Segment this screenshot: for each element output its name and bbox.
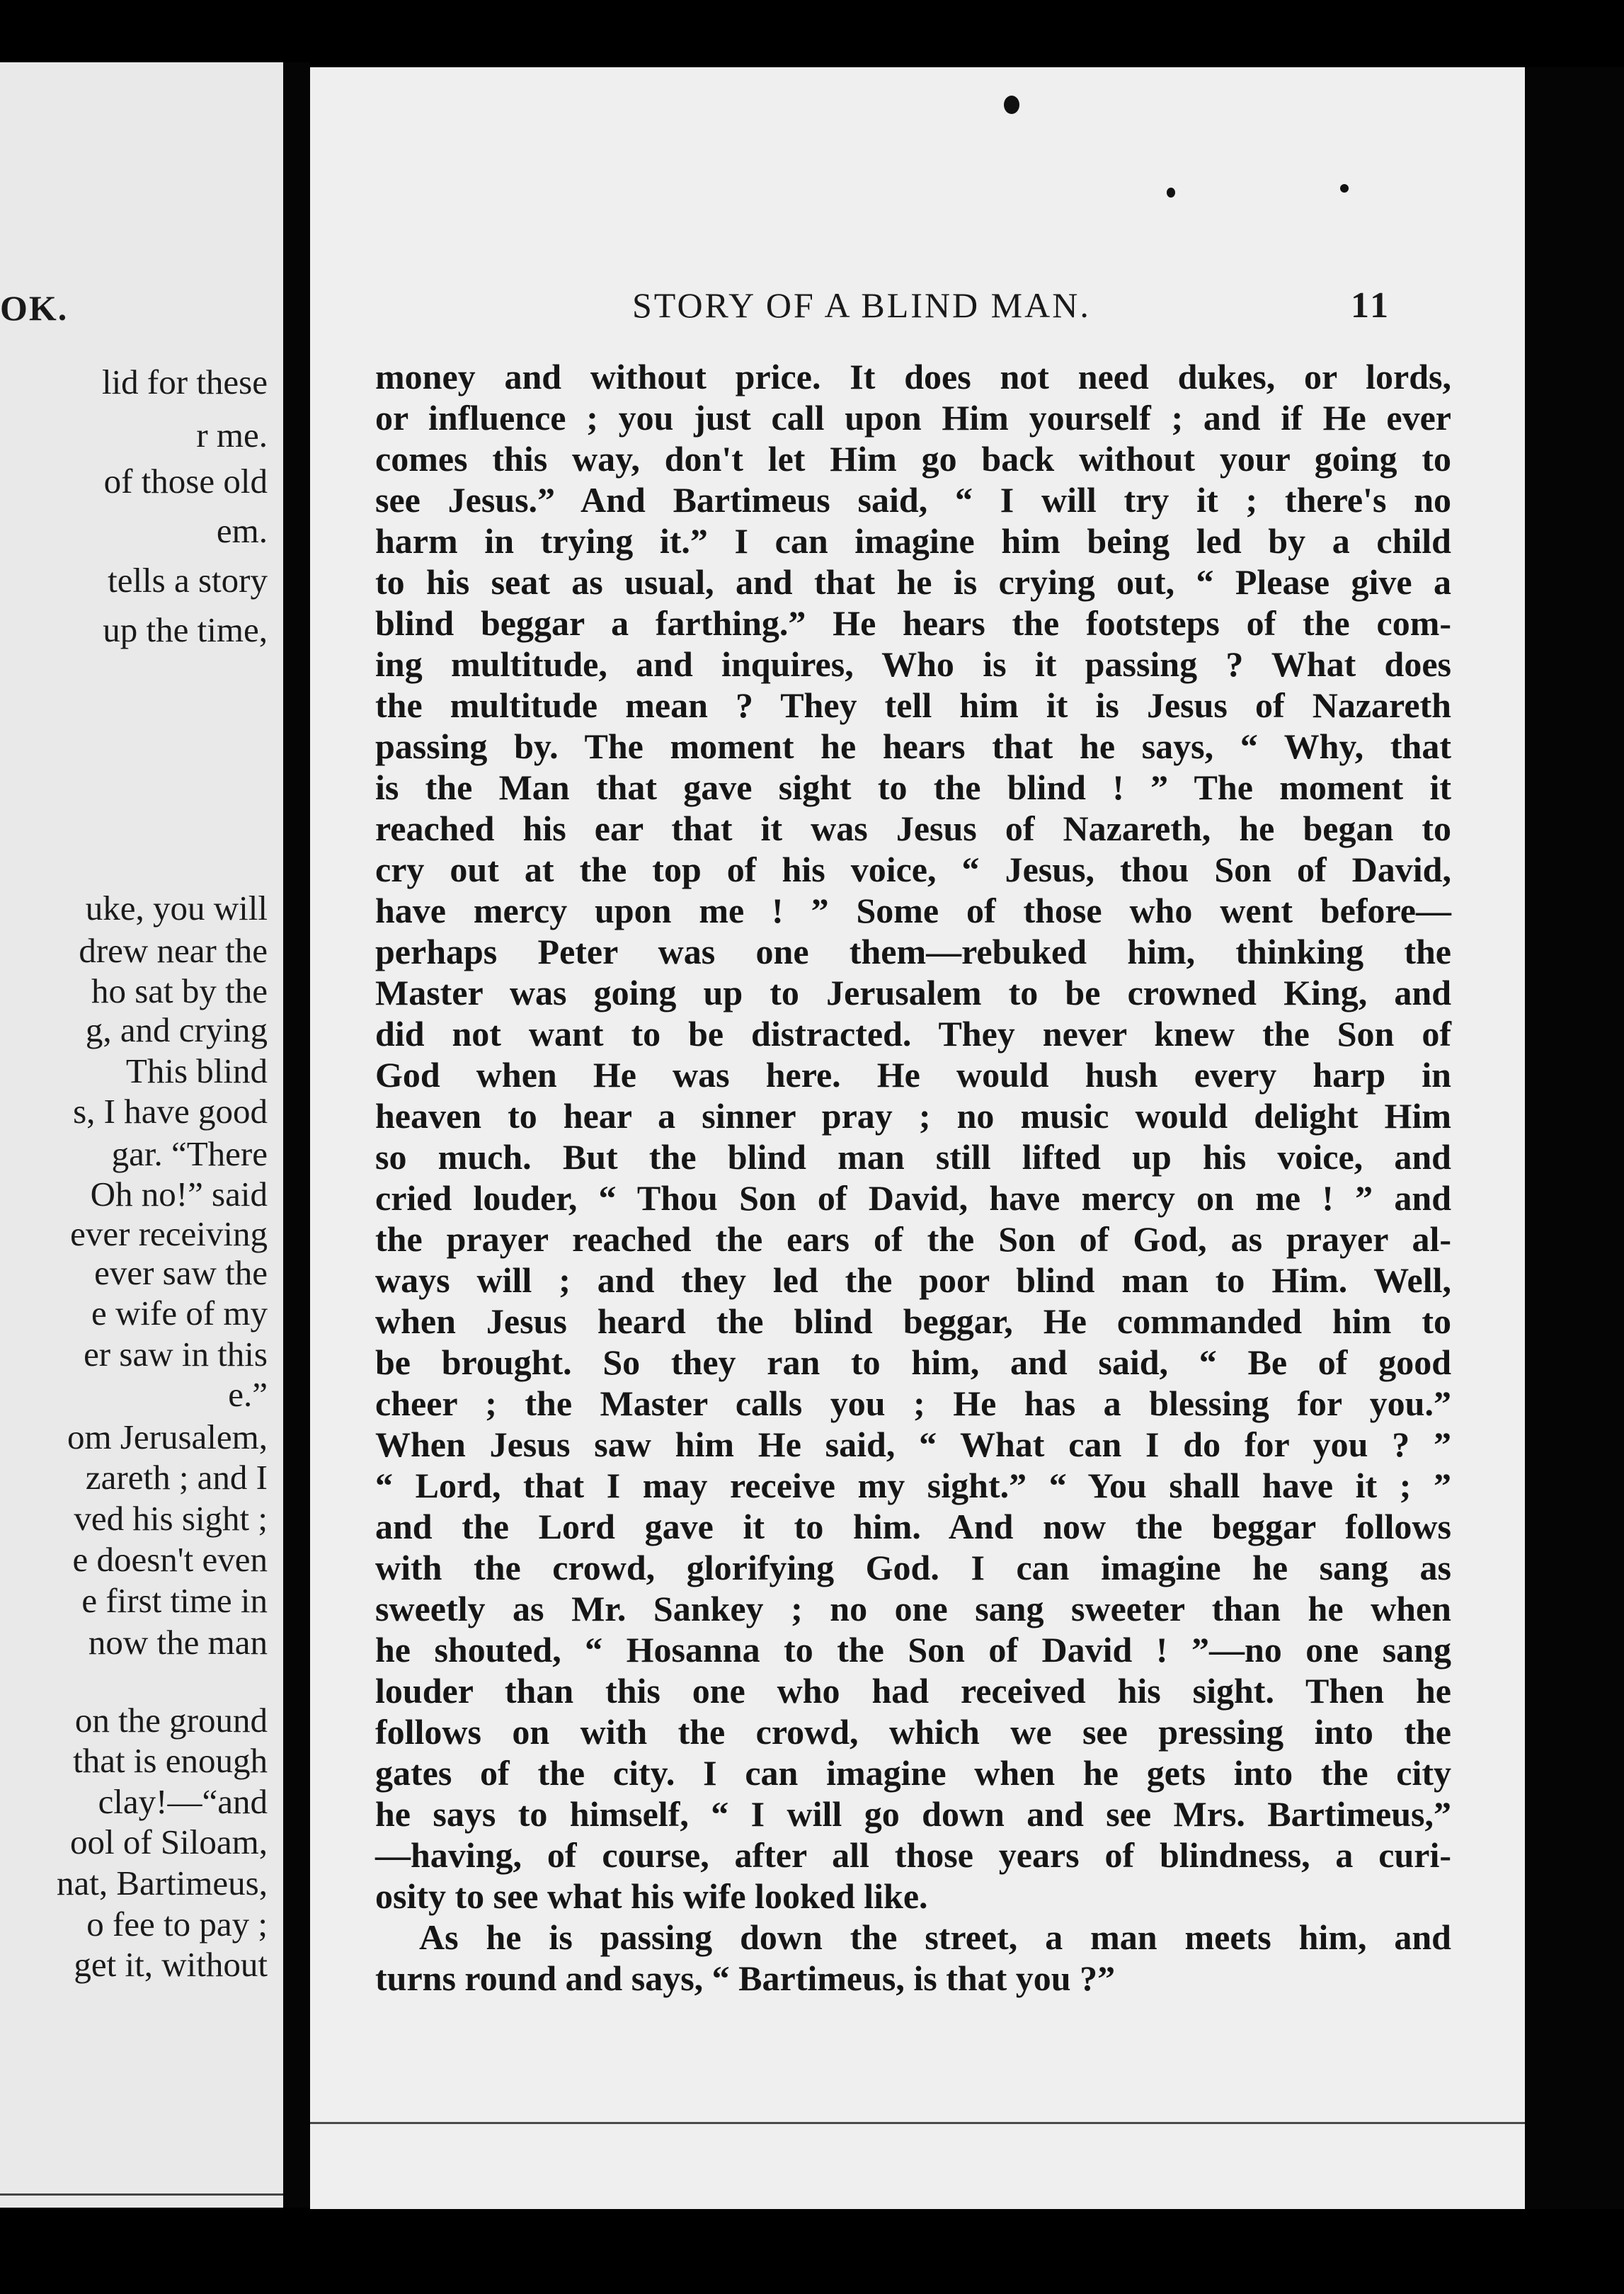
text-line: louder than this one who had received his sight. Then he xyxy=(375,1671,1451,1711)
ink-speck xyxy=(1167,188,1175,198)
left-page-rule xyxy=(0,2193,283,2196)
text-line: passing by. The moment he hears that he says, “ Why, that xyxy=(375,726,1451,766)
text-line: God when He was here. He would hush every harp in xyxy=(375,1055,1451,1095)
text-line: to his seat as usual, and that he is crying out, “ Please give a xyxy=(375,562,1451,602)
text-line: —having, of course, after all those years of blindness, a curi- xyxy=(375,1835,1451,1875)
text-line: he shouted, “ Hosanna to the Son of David ! ”—no one sang xyxy=(375,1630,1451,1670)
running-title: STORY OF A BLIND MAN. xyxy=(632,285,1091,325)
left-text-line: ho sat by the xyxy=(91,971,268,1010)
left-text-line: that is enough xyxy=(73,1741,268,1780)
text-line: As he is passing down the street, a man meets him, and xyxy=(419,1917,1451,1957)
text-line: “ Lord, that I may receive my sight.” “ You shall have it ; ” xyxy=(375,1466,1451,1505)
text-line: turns round and says, “ Bartimeus, is that you ?” xyxy=(375,1958,1116,1998)
text-line: follows on with the crowd, which we see pressing into the xyxy=(375,1712,1451,1752)
text-line: or influence ; you just call upon Him yourself ; and if He ever xyxy=(375,398,1451,438)
text-line: ways will ; and they led the poor blind man to Him. Well, xyxy=(375,1260,1451,1300)
text-line: be brought. So they ran to him, and said, “ Be of good xyxy=(375,1342,1451,1382)
text-line: money and without price. It does not need dukes, or lords, xyxy=(375,357,1451,396)
text-line: with the crowd, glorifying God. I can imagine he sang as xyxy=(375,1548,1451,1587)
text-line: blind beggar a farthing.” He hears the footsteps of the com- xyxy=(375,603,1451,643)
ink-speck xyxy=(1340,184,1349,193)
left-text-line: r me. xyxy=(196,416,268,455)
bottom-rule xyxy=(310,2122,1525,2124)
left-text-line: e first time in xyxy=(81,1581,268,1620)
text-line: cheer ; the Master calls you ; He has a blessing for you.” xyxy=(375,1383,1451,1423)
running-head xyxy=(310,285,1525,327)
left-text-line: drew near the xyxy=(79,931,268,970)
text-line: when Jesus heard the blind beggar, He commanded him to xyxy=(375,1301,1451,1341)
left-text-line: tells a story xyxy=(108,561,268,600)
left-text-line: em. xyxy=(216,511,268,550)
left-text-line: e.” xyxy=(228,1375,268,1414)
text-line: comes this way, don't let Him go back without your going to xyxy=(375,439,1451,479)
left-text-line: e doesn't even xyxy=(72,1540,268,1579)
page-number: 11 xyxy=(1351,285,1392,326)
left-text-line: now the man xyxy=(88,1623,268,1662)
text-line: so much. But the blind man still lifted up his voice, and xyxy=(375,1137,1451,1177)
text-line: have mercy upon me ! ” Some of those who went before— xyxy=(375,891,1451,930)
right-page xyxy=(310,67,1525,2209)
left-text-line: gar. “There xyxy=(111,1134,268,1173)
text-line: is the Man that gave sight to the blind ! ” The moment it xyxy=(375,767,1451,807)
page-gutter xyxy=(283,62,310,2208)
body-text xyxy=(375,356,1451,1999)
left-text-line: e wife of my xyxy=(91,1294,268,1333)
text-line: osity to see what his wife looked like. xyxy=(375,1876,928,1916)
left-text-line: nat, Bartimeus, xyxy=(56,1864,268,1902)
text-line: cried louder, “ Thou Son of David, have mercy on me ! ” and xyxy=(375,1178,1451,1218)
left-text-line: g, and crying xyxy=(85,1010,268,1049)
left-text-line: er saw in this xyxy=(84,1335,268,1374)
text-line: ing multitude, and inquires, Who is it passing ? What does xyxy=(375,644,1451,684)
left-text-line: up the time, xyxy=(103,610,268,649)
left-page-header: OK. xyxy=(0,288,69,328)
text-line: cry out at the top of his voice, “ Jesus, thou Son of David, xyxy=(375,850,1451,889)
left-text-line: on the ground xyxy=(74,1701,268,1740)
left-text-line: Oh no!” said xyxy=(90,1175,268,1214)
left-text-line: This blind xyxy=(125,1051,268,1090)
text-line: did not want to be distracted. They never knew the Son of xyxy=(375,1014,1451,1054)
text-line: the multitude mean ? They tell him it is Jesus of Nazareth xyxy=(375,685,1451,725)
ink-speck xyxy=(1004,96,1019,114)
text-line: and the Lord gave it to him. And now the beggar follows xyxy=(375,1507,1451,1546)
left-text-line: ved his sight ; xyxy=(74,1499,268,1538)
text-line: the prayer reached the ears of the Son of God, as prayer al- xyxy=(375,1219,1451,1259)
text-line: see Jesus.” And Bartimeus said, “ I will try it ; there's no xyxy=(375,480,1451,520)
text-line: gates of the city. I can imagine when he gets into the city xyxy=(375,1753,1451,1793)
text-line: perhaps Peter was one them—rebuked him, thinking the xyxy=(375,932,1451,971)
text-line: heaven to hear a sinner pray ; no music would delight Him xyxy=(375,1096,1451,1136)
left-text-line: om Jerusalem, xyxy=(67,1417,268,1456)
text-line: Master was going up to Jerusalem to be crowned King, and xyxy=(375,973,1451,1012)
text-line: he says to himself, “ I will go down and see Mrs. Bartimeus,” xyxy=(375,1794,1451,1834)
text-line: sweetly as Mr. Sankey ; no one sang sweeter than he when xyxy=(375,1589,1451,1628)
left-text-line: ool of Siloam, xyxy=(69,1822,268,1861)
left-text-line: s, I have good xyxy=(73,1092,268,1131)
left-text-line: clay!—“and xyxy=(98,1782,268,1821)
left-text-line: uke, you will xyxy=(85,889,268,928)
left-text-line: of those old xyxy=(103,462,268,501)
left-text-line: get it, without xyxy=(74,1945,268,1984)
text-line: reached his ear that it was Jesus of Nazareth, he began to xyxy=(375,809,1451,848)
scan-margin xyxy=(1525,67,1624,2209)
left-text-line: ever saw the xyxy=(94,1253,268,1292)
text-line: When Jesus saw him He said, “ What can I do for you ? ” xyxy=(375,1425,1451,1464)
left-text-line: zareth ; and I xyxy=(85,1458,268,1497)
left-text-line: o fee to pay ; xyxy=(86,1905,268,1944)
left-text-line: ever receiving xyxy=(70,1214,268,1253)
text-line: harm in trying it.” I can imagine him being led by a child xyxy=(375,521,1451,561)
left-text-line: lid for these xyxy=(101,363,268,401)
left-page-fragment xyxy=(0,62,283,2208)
